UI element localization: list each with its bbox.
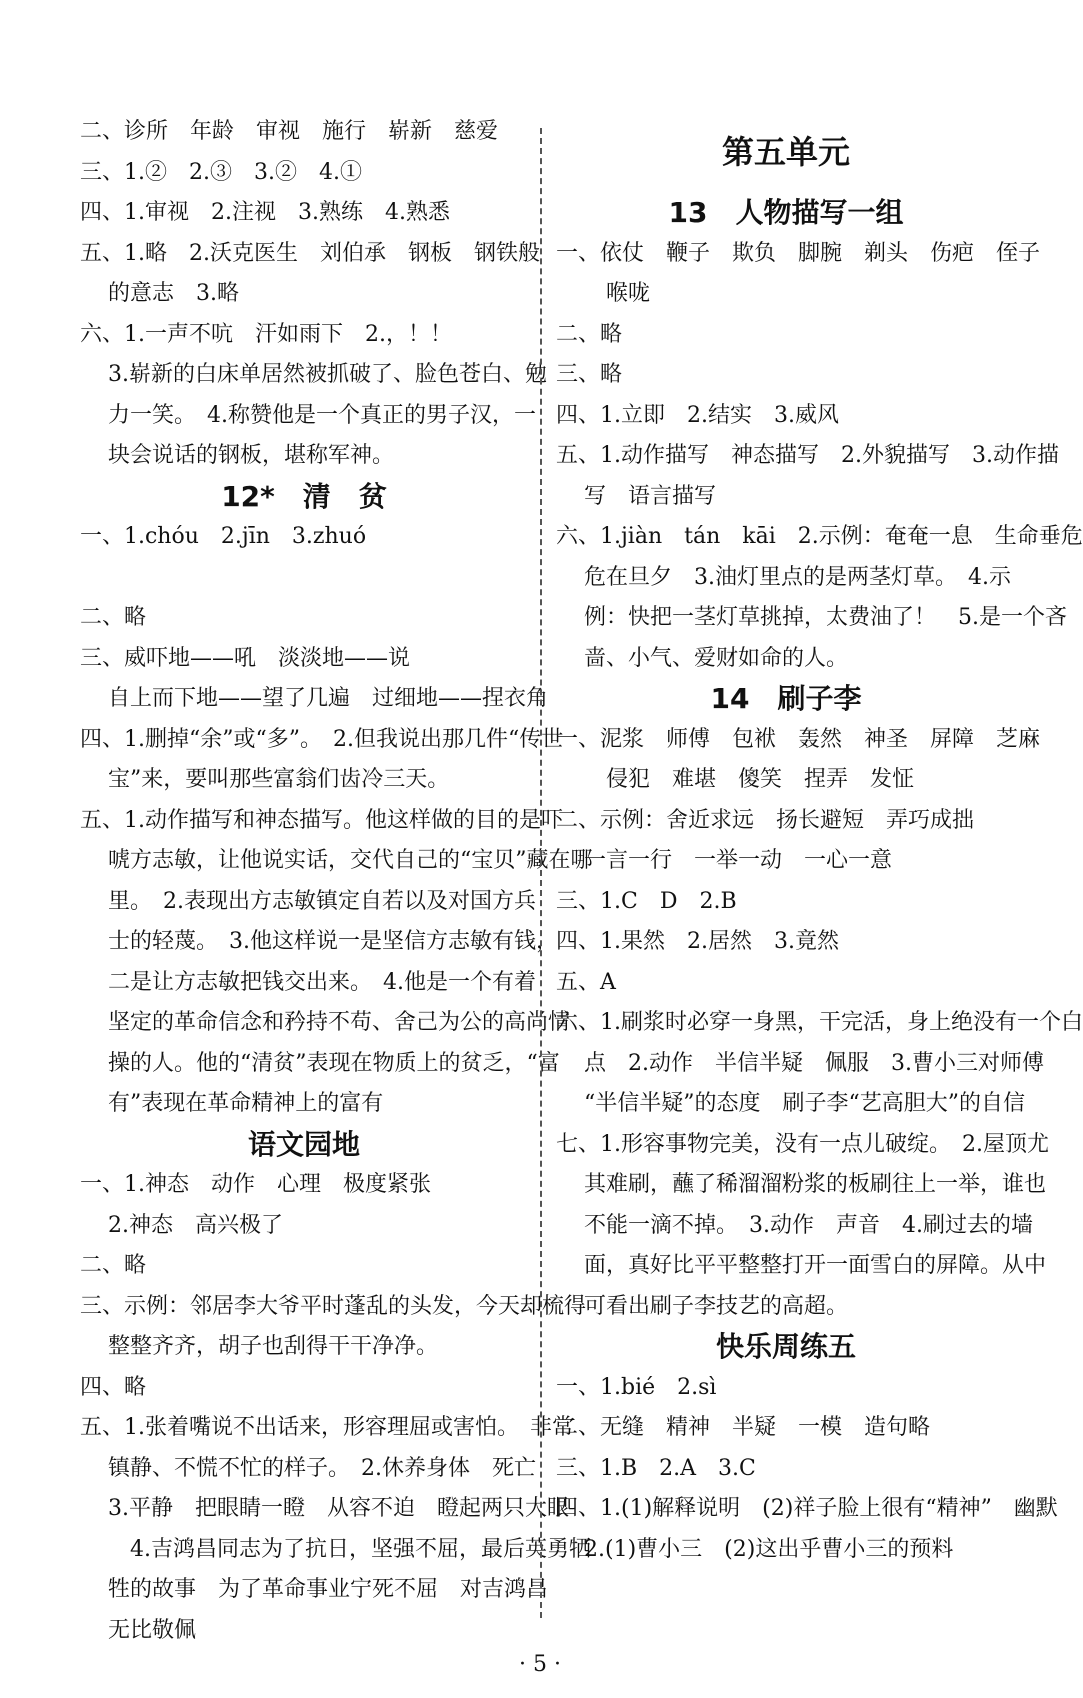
answer-line: 三、威吓地——吼 淡淡地——说: [80, 645, 411, 671]
answer-line: 六、1.刷浆时必穿一身黑，干完活，身上绝没有一个白: [556, 1010, 1083, 1035]
answer-line: 写 语言描写: [584, 483, 717, 509]
answer-line: 块会说话的钢板，堪称军神。: [108, 443, 395, 468]
answer-line: 操的人。他的“清贫”表现在物质上的贫乏，“富: [108, 1050, 560, 1076]
answer-line: 二、略: [80, 1253, 147, 1278]
answer-line: 坚定的革命信念和矜持不苟、舍己为公的高尚情: [108, 1010, 571, 1035]
answer-line: 二、示例：舍近求远 扬长避短 弄巧成拙: [556, 807, 975, 833]
answer-line: 二、诊所 年龄 审视 施行 崭新 慈爱: [80, 119, 499, 144]
answer-line: 五、1.动作描写 神态描写 2.外貌描写 3.动作描: [556, 443, 1059, 468]
answer-line: 喉咙: [606, 281, 651, 306]
answer-line: 侵犯 难堪 傻笑 捏弄 发怔: [606, 767, 915, 792]
answer-line: 五、A: [556, 969, 616, 995]
answer-line: 4.吉鸿昌同志为了抗日，坚强不屈，最后英勇牺: [130, 1536, 591, 1562]
section-heading: 14 刷子李: [710, 682, 862, 715]
answer-line: 三、1.B 2.A 3.C: [556, 1455, 756, 1481]
answer-line: 三、1.C D 2.B: [556, 888, 737, 914]
answer-line: 四、1.立即 2.结实 3.威风: [556, 402, 839, 428]
answer-line: 四、略: [80, 1374, 147, 1400]
answer-line: 二是让方志敏把钱交出来。 4.他是一个有着: [108, 969, 536, 995]
section-heading: 快乐周练五: [715, 1330, 856, 1363]
answer-line: 士的轻蔑。 3.他这样说一是坚信方志敏有钱，: [108, 929, 558, 954]
answer-line: 危在旦夕 3.油灯里点的是两茎灯草。 4.示: [584, 564, 1011, 590]
page-number: · 5 ·: [519, 1652, 561, 1677]
answer-line: 二、略: [80, 605, 147, 630]
answer-line: 七、1.形容事物完美，没有一点儿破绽。 2.屋顶尤: [556, 1131, 1049, 1157]
section-heading: 12* 清 贫: [221, 479, 387, 513]
answer-line: 四、1.(1)解释说明 (2)祥子脸上很有“精神” 幽默: [556, 1496, 1058, 1521]
answer-line: 力一笑。 4.称赞他是一个真正的男子汉，一: [108, 402, 536, 428]
answer-line: [80, 558, 528, 599]
section-heading: 语文园地: [247, 1127, 360, 1161]
answer-line: 可看出刷子李技艺的高超。: [584, 1293, 849, 1319]
answer-line: 牲的故事 为了革命事业宁死不屈 对吉鸿昌: [108, 1577, 549, 1602]
answer-line: 整整齐齐，胡子也刮得干干净净。: [108, 1334, 439, 1359]
answer-line: 一言一行 一举一动 一心一意: [584, 848, 893, 873]
answer-line: 里。 2.表现出方志敏镇定自若以及对国方兵: [108, 888, 536, 914]
answer-line: 面，真好比平平整整打开一面雪白的屏障。从中: [584, 1253, 1047, 1278]
answer-line: 五、1.张着嘴说不出话来，形容理屈或害怕。 非常: [80, 1415, 574, 1440]
answer-line: 2.神态 高兴极了: [108, 1212, 283, 1238]
answer-line: 四、1.删掉“余”或“多”。 2.但我说出那几件“传世: [80, 726, 564, 752]
column-divider: [540, 128, 542, 1618]
answer-line: 三、示例：邻居李大爷平时蓬乱的头发，今天却梳得: [80, 1293, 587, 1319]
answer-line: 六、1.jiàn tán kāi 2.示例：奄奄一息 生命垂危: [556, 524, 1083, 549]
answer-line: 3.平静 把眼睛一瞪 从容不迫 瞪起两只大眼: [108, 1496, 569, 1521]
answer-line: 不能一滴不掉。 3.动作 声音 4.刷过去的墙: [584, 1212, 1033, 1238]
right-column: [556, 112, 1083, 1570]
answer-line: 六、1.一声不吭 汗如雨下 2.，！！: [80, 321, 452, 347]
answer-line: 三、1.② 2.③ 3.② 4.①: [80, 159, 362, 185]
answer-line: 点 2.动作 半信半疑 佩服 3.曹小三对师傅: [584, 1050, 1044, 1076]
answer-line: 的意志 3.略: [108, 281, 239, 306]
answer-line: 镇静、不慌不忙的样子。 2.休养身体 死亡: [108, 1455, 536, 1481]
answer-line: 五、1.略 2.沃克医生 刘伯承 钢板 钢铁般: [80, 240, 540, 266]
answer-line: 宝”来，要叫那些富翁们齿冷三天。: [108, 767, 450, 792]
section-heading: 13 人物描写一组: [668, 196, 904, 229]
answer-line: 唬方志敏，让他说实话，交代自己的“宝贝”藏在哪: [108, 848, 593, 873]
answer-line: 一、1.chóu 2.jīn 3.zhuó: [80, 524, 367, 549]
answer-line: “半信半疑”的态度 刷子李“艺高胆大”的自信: [584, 1091, 1025, 1116]
answer-line: 啬、小气、爱财如命的人。: [584, 645, 849, 671]
answer-line: 四、1.果然 2.居然 3.竟然: [556, 929, 839, 954]
answer-line: 二、略: [556, 321, 623, 347]
answer-line: 一、1.bié 2.sì: [556, 1374, 717, 1400]
answer-line: 一、1.神态 动作 心理 极度紧张: [80, 1172, 431, 1197]
answer-line: 五、1.动作描写和神态描写。他这样做的目的是吓: [80, 807, 563, 833]
answer-line: 一、依仗 鞭子 欺负 脚腕 剃头 伤疤 侄子: [556, 240, 1041, 266]
answer-line: 例：快把一茎灯草挑掉，太费油了！ 5.是一个吝: [584, 605, 1067, 630]
answer-line: 其难刷，蘸了稀溜溜粉浆的板刷往上一举，谁也: [584, 1172, 1047, 1197]
answer-line: 2.(1)曹小三 (2)这出乎曹小三的预料: [584, 1536, 954, 1562]
answer-line: 二、无缝 精神 半疑 一模 造句略: [556, 1415, 931, 1440]
answer-line: 自上而下地——望了几遍 过细地——捏衣角: [108, 686, 549, 711]
answer-line: 三、略: [556, 362, 623, 387]
answer-line: 一、泥浆 师傅 包袱 轰然 神圣 屏障 芝麻: [556, 726, 1041, 752]
answer-line: 有”表现在革命精神上的富有: [108, 1091, 384, 1116]
answer-line: 无比敬佩: [108, 1617, 197, 1643]
unit-heading: 第五单元: [721, 133, 850, 171]
answer-line: 四、1.审视 2.注视 3.熟练 4.熟悉: [80, 200, 450, 225]
answer-line: 3.崭新的白床单居然被抓破了、脸色苍白、勉: [108, 362, 547, 387]
